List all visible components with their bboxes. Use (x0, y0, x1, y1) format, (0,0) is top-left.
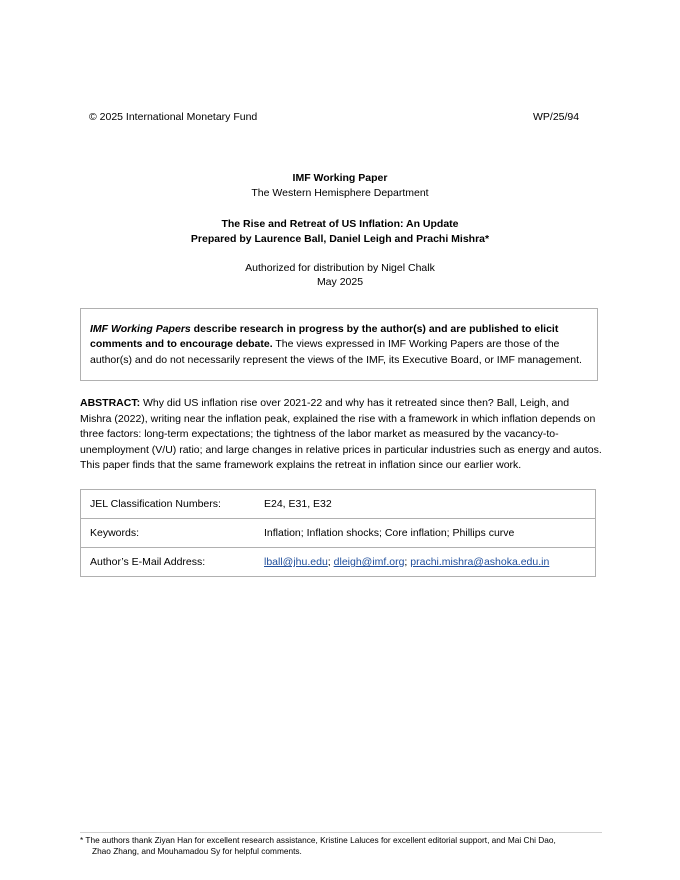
jel-value: E24, E31, E32 (255, 490, 596, 519)
keywords-value: Inflation; Inflation shocks; Core inflation; Phillips curve (255, 519, 596, 548)
copyright-notice: © 2025 International Monetary Fund (89, 111, 258, 123)
jel-label: JEL Classification Numbers: (81, 490, 256, 519)
disclaimer-bold: describe research in progress by the author(s) and are published to elicit comments and to encourage debate. (90, 323, 559, 351)
footnote (80, 835, 602, 857)
footnote-line-2: Zhao Zhang, and Mouhamadou Sy for helpful comments. (92, 846, 302, 856)
email-list (255, 548, 596, 577)
paper-title: The Rise and Retreat of US Inflation: An Update (221, 218, 459, 230)
table-row (81, 519, 596, 548)
email-separator: ; (404, 556, 411, 568)
email-label: Author’s E-Mail Address: (81, 548, 256, 577)
abstract-text: Why did US inflation rise over 2021-22 and why has it retreated since then? Ball, Leigh, and Mishra (2022), writing near the inflation peak, explained the rise with a framework in which inflation depends on three factors: long-term expectations; the tightness of the labor market as measured by the vacancy-to-unemployment (V/U) ratio; and large changes in relative prices in particular industries such as energy and autos. This paper finds that the same framework explains the retreat in inflation since our earlier work. (80, 397, 602, 471)
table-row (81, 490, 596, 519)
abstract-label: ABSTRACT: (80, 397, 141, 409)
table-row (81, 548, 596, 577)
email-link-mishra[interactable]: prachi.mishra@ashoka.edu.in (410, 556, 550, 568)
abstract (80, 396, 602, 474)
email-separator: ; (327, 556, 334, 568)
footnote-line-1: * The authors thank Ziyan Han for excellent research assistance, Kristine Laluces for excellent editorial support, and Mai Chi Dao, (80, 835, 556, 845)
authors-line: Prepared by Laurence Ball, Daniel Leigh and Prachi Mishra* (190, 233, 490, 245)
paper-number: WP/25/94 (533, 111, 580, 123)
series-title: IMF Working Paper (292, 172, 388, 184)
disclaimer-box (80, 308, 598, 381)
disclaimer-regular: The views expressed in IMF Working Papers are those of the author(s) and do not necessarily represent the views of the IMF, its Executive Board, or IMF management. (90, 338, 582, 366)
keywords-label: Keywords: (81, 519, 256, 548)
email-link-leigh[interactable]: dleigh@imf.org (333, 556, 405, 568)
email-link-ball[interactable]: lball@jhu.edu (264, 556, 328, 568)
series-name: IMF Working Papers (90, 323, 191, 335)
department: The Western Hemisphere Department (251, 187, 429, 199)
footnote-divider (80, 832, 602, 833)
metadata-table (80, 489, 596, 577)
publication-date: May 2025 (316, 276, 364, 288)
authorized-by: Authorized for distribution by Nigel Chalk (245, 262, 435, 274)
